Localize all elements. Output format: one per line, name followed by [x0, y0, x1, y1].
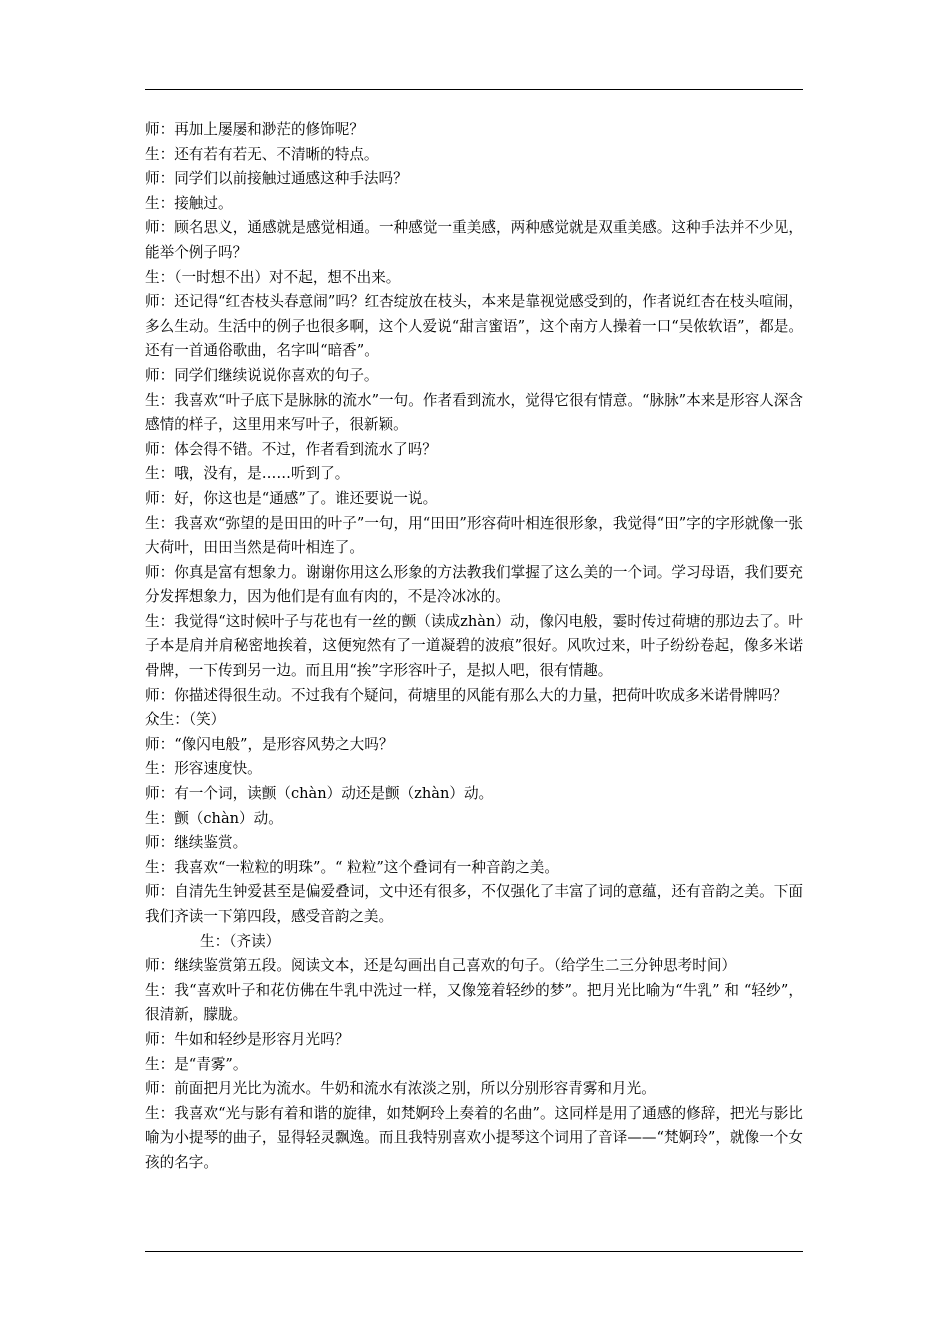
dialogue-line: 生：我喜欢“叶子底下是脉脉的流水”一句。作者看到流水，觉得它很有情意。“脉脉”本来是形容人深含感情的样子，这里用来写叶子，很新颖。: [145, 391, 803, 434]
dialogue-line: 师：继续鉴赏。: [145, 834, 248, 852]
dialogue-line: 生：（齐读）: [200, 932, 281, 950]
footer-rule: [145, 1251, 803, 1252]
header-rule: [145, 89, 803, 90]
dialogue-line: 生：我“喜欢叶子和花仿佛在牛乳中洗过一样，又像笼着轻纱的梦”。把月光比喻为“牛乳” 和 “轻纱”，很清新，朦胧。: [145, 981, 803, 1024]
dialogue-line: 生：接触过。: [145, 194, 233, 212]
dialogue-line: 师：体会得不错。不过，作者看到流水了吗？: [145, 440, 437, 458]
dialogue-line: 生：还有若有若无、不清晰的特点。: [145, 145, 379, 163]
dialogue-line: 师：你真是富有想象力。谢谢你用这么形象的方法教我们掌握了这么美的一个词。学习母语，我们要充分发挥想象力，因为他们是有血有肉的，不是冷冰冰的。: [145, 563, 803, 606]
dialogue-line: 生：我喜欢“光与影有着和谐的旋律，如梵婀玲上奏着的名曲”。这同样是用了通感的修辞，把光与影比喻为小提琴的曲子，显得轻灵飘逸。而且我特别喜欢小提琴这个词用了音译——“梵婀玲”，就像一个女孩的名字。: [145, 1104, 803, 1171]
dialogue-line: 众生：（笑）: [145, 711, 226, 729]
dialogue-line: 师：再加上屡屡和渺茫的修饰呢？: [145, 121, 364, 138]
dialogue-line: 生：我觉得“这时候叶子与花也有一丝的颤（读成zhàn）动，像闪电般，霎时传过荷塘的那边去了。叶子本是肩并肩秘密地挨着，这便宛然有了一道凝碧的波痕”很好。风吹过来，叶子纷纷卷起，像多米诺骨牌，一下传到另一边。而且用“挨”字形容叶子，是拟人吧，很有情趣。: [145, 612, 803, 680]
dialogue-text: [145, 118, 803, 1176]
dialogue-line: 生：颤（chàn）动。: [145, 809, 283, 827]
dialogue-line: 生：哦，没有，是……听到了。: [145, 465, 350, 483]
dialogue-line: 生：形容速度快。: [145, 760, 262, 778]
dialogue-line: 师：同学们以前接触过通感这种手法吗？: [145, 170, 408, 188]
dialogue-line: 师：前面把月光比为流水。牛奶和流水有浓淡之别，所以分别形容青雾和月光。: [145, 1080, 656, 1098]
dialogue-line: 师：“像闪电般”，是形容风势之大吗？: [145, 735, 394, 753]
dialogue-line: 师：同学们继续说说你喜欢的句子。: [145, 366, 379, 384]
dialogue-line: 师：牛如和轻纱是形容月光吗？: [145, 1030, 350, 1048]
dialogue-line: 师：顾名思义，通感就是感觉相通。一种感觉一重美感，两种感觉就是双重美感。这种手法并不少见，能举个例子吗？: [145, 219, 803, 261]
dialogue-line: 师：有一个词，读颤（chàn）动还是颤（zhàn）动。: [145, 785, 494, 803]
dialogue-line: 师：自清先生钟爱甚至是偏爱叠词，文中还有很多，不仅强化了丰富了词的意蕴，还有音韵之美。下面我们齐读一下第四段，感受音韵之美。: [145, 883, 803, 925]
dialogue-line: 生：（一时想不出）对不起，想不出来。: [145, 268, 401, 286]
dialogue-line: 师：继续鉴赏第五段。阅读文本，还是勾画出自己喜欢的句子。（给学生二三分钟思考时间）: [145, 957, 737, 975]
dialogue-line: 生：我喜欢“一粒粒的明珠”。“ 粒粒”这个叠词有一种音韵之美。: [145, 858, 559, 876]
dialogue-line: 师：好，你这也是“通感”了。谁还要说一说。: [145, 489, 438, 507]
dialogue-line: 师：还记得“红杏枝头春意闹”吗？红杏绽放在枝头，本来是靠视觉感受到的，作者说红杏在枝头喧闹，多么生动。生活中的例子也很多啊，这个人爱说“甜言蜜语”，这个南方人操着一口“吴侬软语”，都是。还有一首通俗歌曲，名字叫“暗香”。: [145, 293, 803, 360]
dialogue-line: 师：你描述得很生动。不过我有个疑问，荷塘里的风能有那么大的力量，把荷叶吹成多米诺骨牌吗？: [145, 686, 788, 704]
dialogue-line: 生：我喜欢“弥望的是田田的叶子”一句，用“田田”形容荷叶相连很形象，我觉得“田”字的字形就像一张大荷叶，田田当然是荷叶相连了。: [145, 514, 803, 557]
dialogue-line: 生：是“青雾”。: [145, 1055, 248, 1073]
